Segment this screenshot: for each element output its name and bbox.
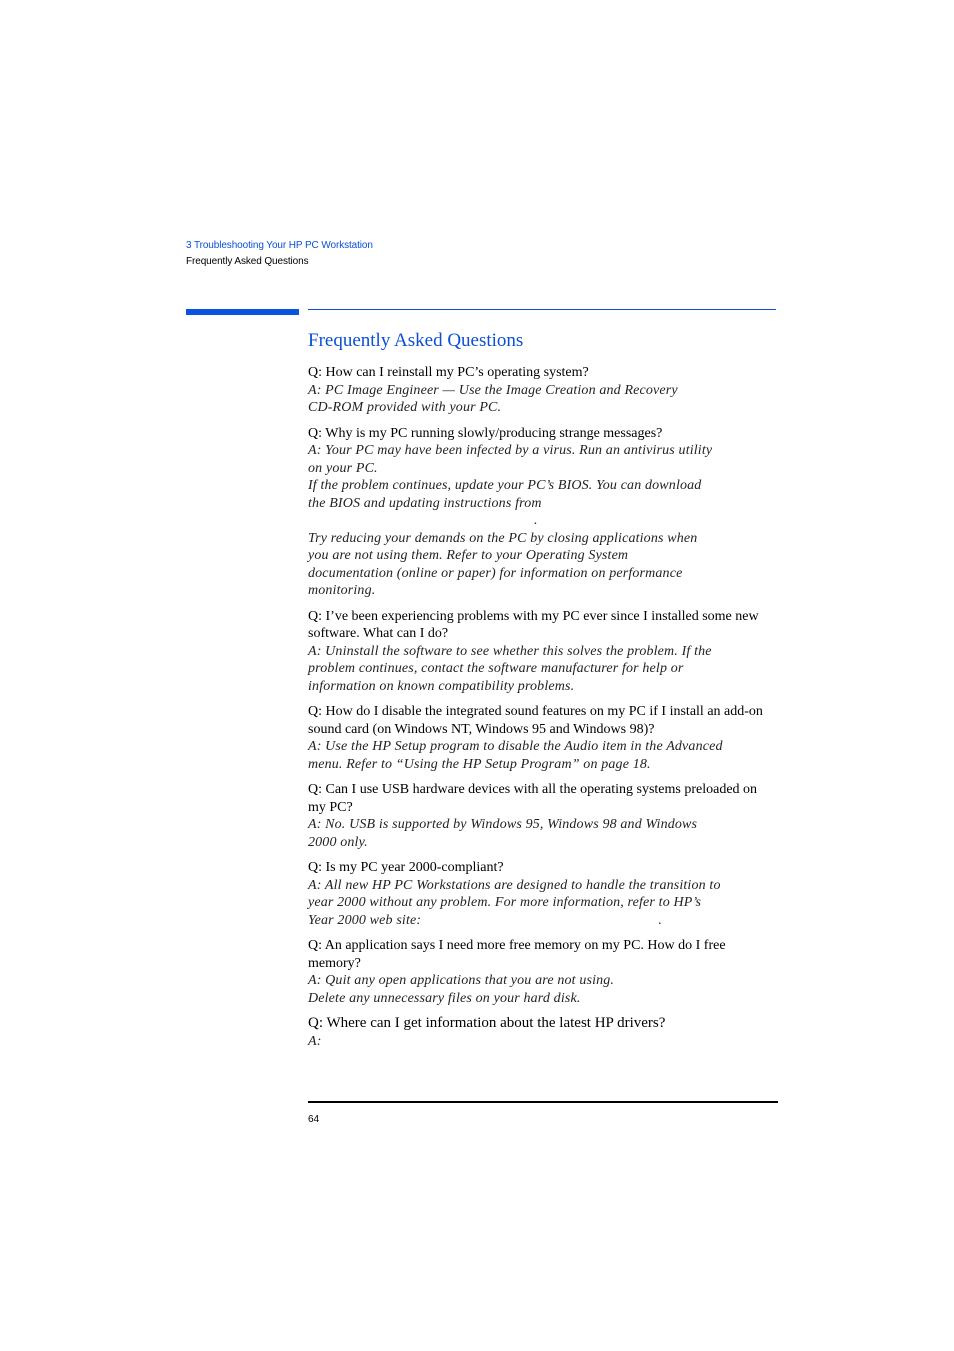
faq-answer-line: CD-ROM provided with your PC. [308,400,502,415]
faq-answer-line: menu. Refer to “Using the HP Setup Program” on page 18. [308,756,651,772]
faq-answer-line: A: Your PC may have been infected by a virus. Run an antivirus utility [308,443,713,458]
faq-answer-line: A: [308,1033,322,1049]
faq-item [308,781,778,851]
faq-question: Q: I’ve been experiencing problems with my PC ever since I installed some new software. What can I do? [308,608,759,641]
faq-answer-line: A: Quit any open applications that you are not using. [308,973,615,988]
footer-rule [308,1101,778,1103]
page-title: Frequently Asked Questions [308,330,524,351]
running-header-chapter: 3 Troubleshooting Your HP PC Workstation [186,240,373,251]
faq-question: Q: An application says I need more free memory on my PC. How do I free memory? [308,938,726,971]
section-marker-bar [186,309,299,315]
faq-item [308,703,778,773]
faq-answer-line: the BIOS and updating instructions from [308,495,542,511]
faq-answer-line: on your PC. [308,460,378,476]
faq-item [308,859,778,929]
faq-answer-line: year 2000 without any problem. For more information, refer to HP’s [308,895,702,910]
faq-answer-line: documentation (online or paper) for information on performance [308,565,683,581]
page-number: 64 [308,1114,320,1125]
faq-answer-line: A: All new HP PC Workstations are designed to handle the transition to [308,877,721,893]
faq-answer-line: Try reducing your demands on the PC by closing applications when [308,530,698,546]
faq-answer-line: you are not using them. Refer to your Operating System [308,548,629,563]
title-rule [308,309,776,310]
faq-item [308,425,778,600]
faq-list [308,364,778,1058]
faq-item [308,937,778,1007]
faq-answer-line: . [534,513,538,528]
faq-answer-line: 2000 only. [308,834,368,850]
faq-item [308,1015,778,1050]
faq-question: Q: Is my PC year 2000-compliant? [308,860,504,875]
faq-question: Q: How do I disable the integrated sound features on my PC if I install an add-on sound card (on Windows NT, Windows 95 and Windows 98)? [308,704,763,737]
faq-answer-line: monitoring. [308,583,376,598]
faq-item [308,608,778,696]
faq-answer-line: A: Use the HP Setup program to disable the Audio item in the Advanced [308,739,723,754]
faq-question: Q: Can I use USB hardware devices with all the operating systems preloaded on my PC? [308,782,758,815]
running-header-section: Frequently Asked Questions [186,256,309,267]
faq-item [308,364,778,417]
faq-answer-line: problem continues, contact the software manufacturer for help or [308,661,684,676]
faq-question: Q: How can I reinstall my PC’s operating system? [308,365,589,380]
faq-answer-line: information on known compatibility problems. [308,678,575,694]
faq-answer-line: If the problem continues, update your PC’s BIOS. You can download [308,478,702,493]
faq-answer-line: A: Uninstall the software to see whether this solves the problem. If the [308,643,712,659]
faq-answer-line: Delete any unnecessary files on your hard disk. [308,990,581,1006]
faq-answer-line: Year 2000 web site: . [308,912,663,928]
faq-answer-line: A: No. USB is supported by Windows 95, Windows 98 and Windows [308,817,698,832]
faq-question: Q: Why is my PC running slowly/producing strange messages? [308,425,663,441]
faq-question: Q: Where can I get information about the latest HP drivers? [308,1015,666,1031]
faq-answer-line: A: PC Image Engineer — Use the Image Creation and Recovery [308,382,678,398]
